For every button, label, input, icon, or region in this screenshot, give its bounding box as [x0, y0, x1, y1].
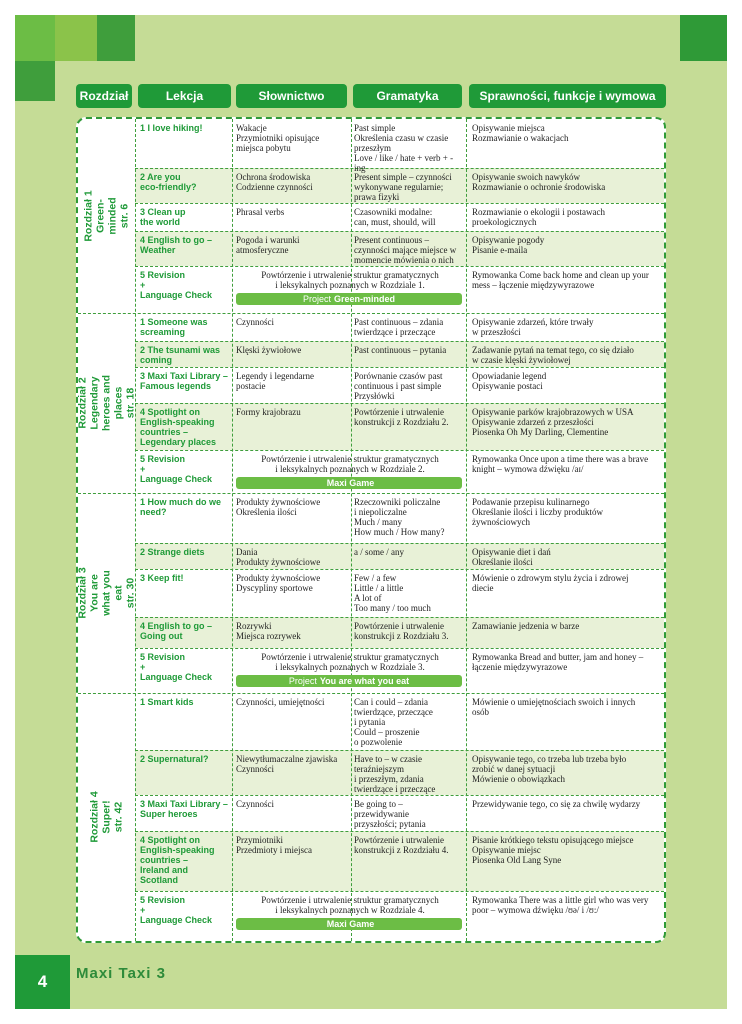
skills-text: Opisywanie tego, co trzeba lub trzeba było zrobić w danej sytuacji Mówienie o obowiązkach: [472, 754, 627, 784]
skills-text: Opisywanie pogody Pisanie e-maila: [472, 235, 545, 255]
skills-text: Przewidywanie tego, co się za chwilę wydarzy: [472, 799, 641, 809]
vocabulary-text: Phrasal verbs: [236, 207, 285, 217]
unit-divider: [78, 693, 664, 694]
grammar-text: Powtórzenie i utrwalenie konstrukcji z Rozdziału 4.: [354, 835, 449, 855]
vocabulary-text: Rozrywki Miejsca rozrywek: [236, 621, 301, 641]
lesson-title: 5 Revision + Language Check: [140, 652, 213, 682]
project-prefix: Project: [288, 676, 317, 686]
skills-text: Zamawianie jedzenia w barze: [472, 621, 580, 631]
skills-text: Opowiadanie legend Opisywanie postaci: [472, 371, 547, 391]
grammar-text: Can i could – zdania twierdzące, przeczące i pytania Could – proszenie o pozwolenie: [354, 697, 433, 747]
skills-text: Podawanie przepisu kulinarnego Określanie ilości i liczby produktów żywnościowych: [472, 497, 603, 527]
lesson-title: 2 The tsunami was coming: [140, 345, 221, 365]
review-text: Powtórzenie i utrwalenie struktur gramatycznych i leksykalnych poznanych w Rozdziale 3.: [261, 652, 439, 672]
skills-text: Opisywanie zdarzeń, które trwały w przeszłości: [472, 317, 594, 337]
row-divider: [135, 831, 664, 832]
decor-square: [680, 15, 727, 61]
vocabulary-text: Wakacje Przymiotniki opisujące miejsca pobytu: [236, 123, 320, 153]
grammar-text: Past simple Określenia czasu w czasie przeszłym Love / like / hate + verb + -ing: [354, 123, 454, 173]
row-divider: [135, 795, 664, 796]
project-name: You are what you eat: [319, 676, 410, 686]
skills-text: Rymowanka Come back home and clean up your mess – łączenie międzywyrazowe: [472, 270, 649, 290]
unit-divider: [78, 493, 664, 494]
lesson-title: 1 Smart kids: [140, 697, 194, 707]
decor-square: [55, 15, 97, 61]
project-name: Maxi Game: [326, 478, 375, 488]
lesson-title: 4 English to go – Weather: [140, 235, 213, 255]
page-number: 4: [37, 972, 48, 991]
lesson-title: 3 Maxi Taxi Library – Super heroes: [140, 799, 228, 819]
lesson-title: 5 Revision + Language Check: [140, 454, 213, 484]
row-divider: [135, 367, 664, 368]
grammar-text: Few / a few Little / a little A lot of Too many / too much: [354, 573, 431, 613]
decor-square: [15, 15, 55, 61]
unit-title: Rozdział 1 Green-minded str. 6: [82, 190, 131, 242]
unit-title: Rozdział 4 Super! str. 42: [88, 791, 125, 843]
unit-cell: [78, 493, 135, 693]
grammar-text: Past continuous – zdania twierdzące i przeczące: [354, 317, 444, 337]
decor-square: [97, 15, 135, 61]
lesson-title: 2 Supernatural?: [140, 754, 209, 764]
review-text: Powtórzenie i utrwalenie struktur gramatycznych i leksykalnych poznanych w Rozdziale 1.: [261, 270, 439, 290]
vocabulary-text: Legendy i legendarne postacie: [236, 371, 314, 391]
header-lekcja: Lekcja: [138, 84, 231, 108]
column-divider: [351, 119, 352, 941]
unit-title: Rozdział 2 Legendary heroes and places str. 18: [76, 374, 137, 432]
project-name: Maxi Game: [326, 919, 375, 929]
project-badge: [236, 293, 462, 305]
row-divider: [135, 450, 664, 451]
vocabulary-text: Czynności: [236, 317, 274, 327]
lesson-title: 1 I love hiking!: [140, 123, 203, 133]
skills-text: Opisywanie miejsca Rozmawianie o wakacjach: [472, 123, 569, 143]
lesson-title: 3 Clean up the world: [140, 207, 186, 227]
column-divider: [135, 119, 136, 941]
grammar-text: Porównanie czasów past continuous i past simple Przysłówki: [354, 371, 443, 401]
skills-text: Rymowanka Once upon a time there was a brave knight – wymowa dźwięku /aɪ/: [472, 454, 649, 474]
unit-cell: [78, 119, 135, 313]
vocabulary-text: Ochrona środowiska Codzienne czynności: [236, 172, 313, 192]
skills-text: Opisywanie diet i dań Określanie ilości: [472, 547, 551, 567]
lesson-title: 1 How much do we need?: [140, 497, 222, 517]
vocabulary-text: Klęski żywiołowe: [236, 345, 302, 355]
row-divider: [135, 203, 664, 204]
vocabulary-text: Przymiotniki Przedmioty i miejsca: [236, 835, 312, 855]
grammar-text: Present continuous – czynności mające miejsce w momencie mówienia o nich: [354, 235, 457, 265]
lesson-title: 2 Are you eco-friendly?: [140, 172, 197, 192]
project-name: Green-minded: [334, 294, 396, 304]
skills-text: Opisywanie swoich nawyków Rozmawianie o ochronie środowiska: [472, 172, 606, 192]
row-divider: [135, 569, 664, 570]
header-rozdzial: Rozdział: [76, 84, 132, 108]
unit-cell: [78, 693, 135, 941]
decor-square: [15, 61, 55, 101]
header-gramatyka: Gramatyka: [353, 84, 462, 108]
vocabulary-text: Produkty żywnościowe Określenia ilości: [236, 497, 321, 517]
skills-text: Rymowanka Bread and butter, jam and honey – łączenie międzywyrazowe: [472, 652, 644, 672]
grammar-text: Powtórzenie i utrwalenie konstrukcji z Rozdziału 3.: [354, 621, 449, 641]
lesson-title: 4 Spotlight on English-speaking countries – Legendary places: [140, 407, 217, 447]
lesson-title: 3 Maxi Taxi Library – Famous legends: [140, 371, 228, 391]
project-prefix: Project: [302, 294, 331, 304]
vocabulary-text: Formy krajobrazu: [236, 407, 301, 417]
skills-text: Rymowanka There was a little girl who was very poor – wymowa dźwięku /ʊə/ i /ʊ:/: [472, 895, 649, 915]
row-divider: [135, 750, 664, 751]
row-divider: [135, 266, 664, 267]
column-divider: [232, 119, 233, 941]
row-divider: [135, 617, 664, 618]
grammar-text: a / some / any: [354, 547, 404, 557]
unit-cell: [78, 313, 135, 493]
lesson-title: 2 Strange diets: [140, 547, 205, 557]
lesson-title: 5 Revision + Language Check: [140, 270, 213, 300]
skills-text: Mówienie o umiejętnościach swoich i innych osób: [472, 697, 636, 717]
brand-name: Maxi Taxi 3: [76, 965, 166, 982]
grammar-text: Be going to – przewidywanie przyszłości; pytania: [354, 799, 426, 829]
grammar-text: Czasowniki modalne: can, must, should, will: [354, 207, 436, 227]
vocabulary-text: Niewytłumaczalne zjawiska Czynności: [236, 754, 338, 774]
lesson-title: 4 English to go – Going out: [140, 621, 213, 641]
grammar-text: Have to – w czasie teraźniejszym i przeszłym, zdania twierdzące i przeczące: [354, 754, 436, 794]
grammar-text: Present simple – czynności wykonywane regularnie; prawa fizyki: [354, 172, 452, 202]
row-divider: [135, 648, 664, 649]
skills-text: Zadawanie pytań na temat tego, co się działo w czasie klęski żywiołowej: [472, 345, 634, 365]
skills-text: Mówienie o zdrowym stylu życia i zdrowej diecie: [472, 573, 629, 593]
column-divider: [466, 119, 467, 941]
vocabulary-text: Pogoda i warunki atmosferyczne: [236, 235, 300, 255]
grammar-text: Past continuous – pytania: [354, 345, 447, 355]
lesson-title: 3 Keep fit!: [140, 573, 184, 583]
unit-title: Rozdział 3 You are what you eat str. 30: [76, 567, 137, 619]
grammar-text: Rzeczowniki policzalne i niepoliczalne Much / many How much / How many?: [354, 497, 445, 537]
row-divider: [135, 543, 664, 544]
grammar-text: Powtórzenie i utrwalenie konstrukcji z Rozdziału 2.: [354, 407, 449, 427]
skills-text: Rozmawianie o ekologii i postawach proekologicznych: [472, 207, 605, 227]
review-text: Powtórzenie i utrwalenie struktur gramatycznych i leksykalnych poznanych w Rozdziale 4.: [261, 895, 439, 915]
lesson-title: 5 Revision + Language Check: [140, 895, 213, 925]
project-badge: [236, 477, 462, 489]
lesson-title: 4 Spotlight on English-speaking countries – Ireland and Scotland: [140, 835, 215, 885]
project-badge: [236, 918, 462, 930]
row-divider: [135, 231, 664, 232]
vocabulary-text: Czynności, umiejętności: [236, 697, 325, 707]
lesson-title: 1 Someone was screaming: [140, 317, 208, 337]
project-badge: [236, 675, 462, 687]
header-slownictwo: Słownictwo: [236, 84, 347, 108]
header-sprawnosci: Sprawności, funkcje i wymowa: [469, 84, 666, 108]
vocabulary-text: Dania Produkty żywnościowe: [236, 547, 321, 567]
vocabulary-text: Czynności: [236, 799, 274, 809]
row-divider: [135, 891, 664, 892]
review-text: Powtórzenie i utrwalenie struktur gramatycznych i leksykalnych poznanych w Rozdziale 2.: [261, 454, 439, 474]
vocabulary-text: Produkty żywnościowe Dyscypliny sportowe: [236, 573, 321, 593]
skills-text: Opisywanie parków krajobrazowych w USA Opisywanie zdarzeń z przeszłości Piosenka Oh My Darling, Clementine: [472, 407, 634, 437]
skills-text: Pisanie krótkiego tekstu opisującego miejsce Opisywanie miejsc Piosenka Old Lang Syne: [472, 835, 634, 865]
unit-divider: [78, 313, 664, 314]
row-divider: [135, 341, 664, 342]
row-divider: [135, 403, 664, 404]
